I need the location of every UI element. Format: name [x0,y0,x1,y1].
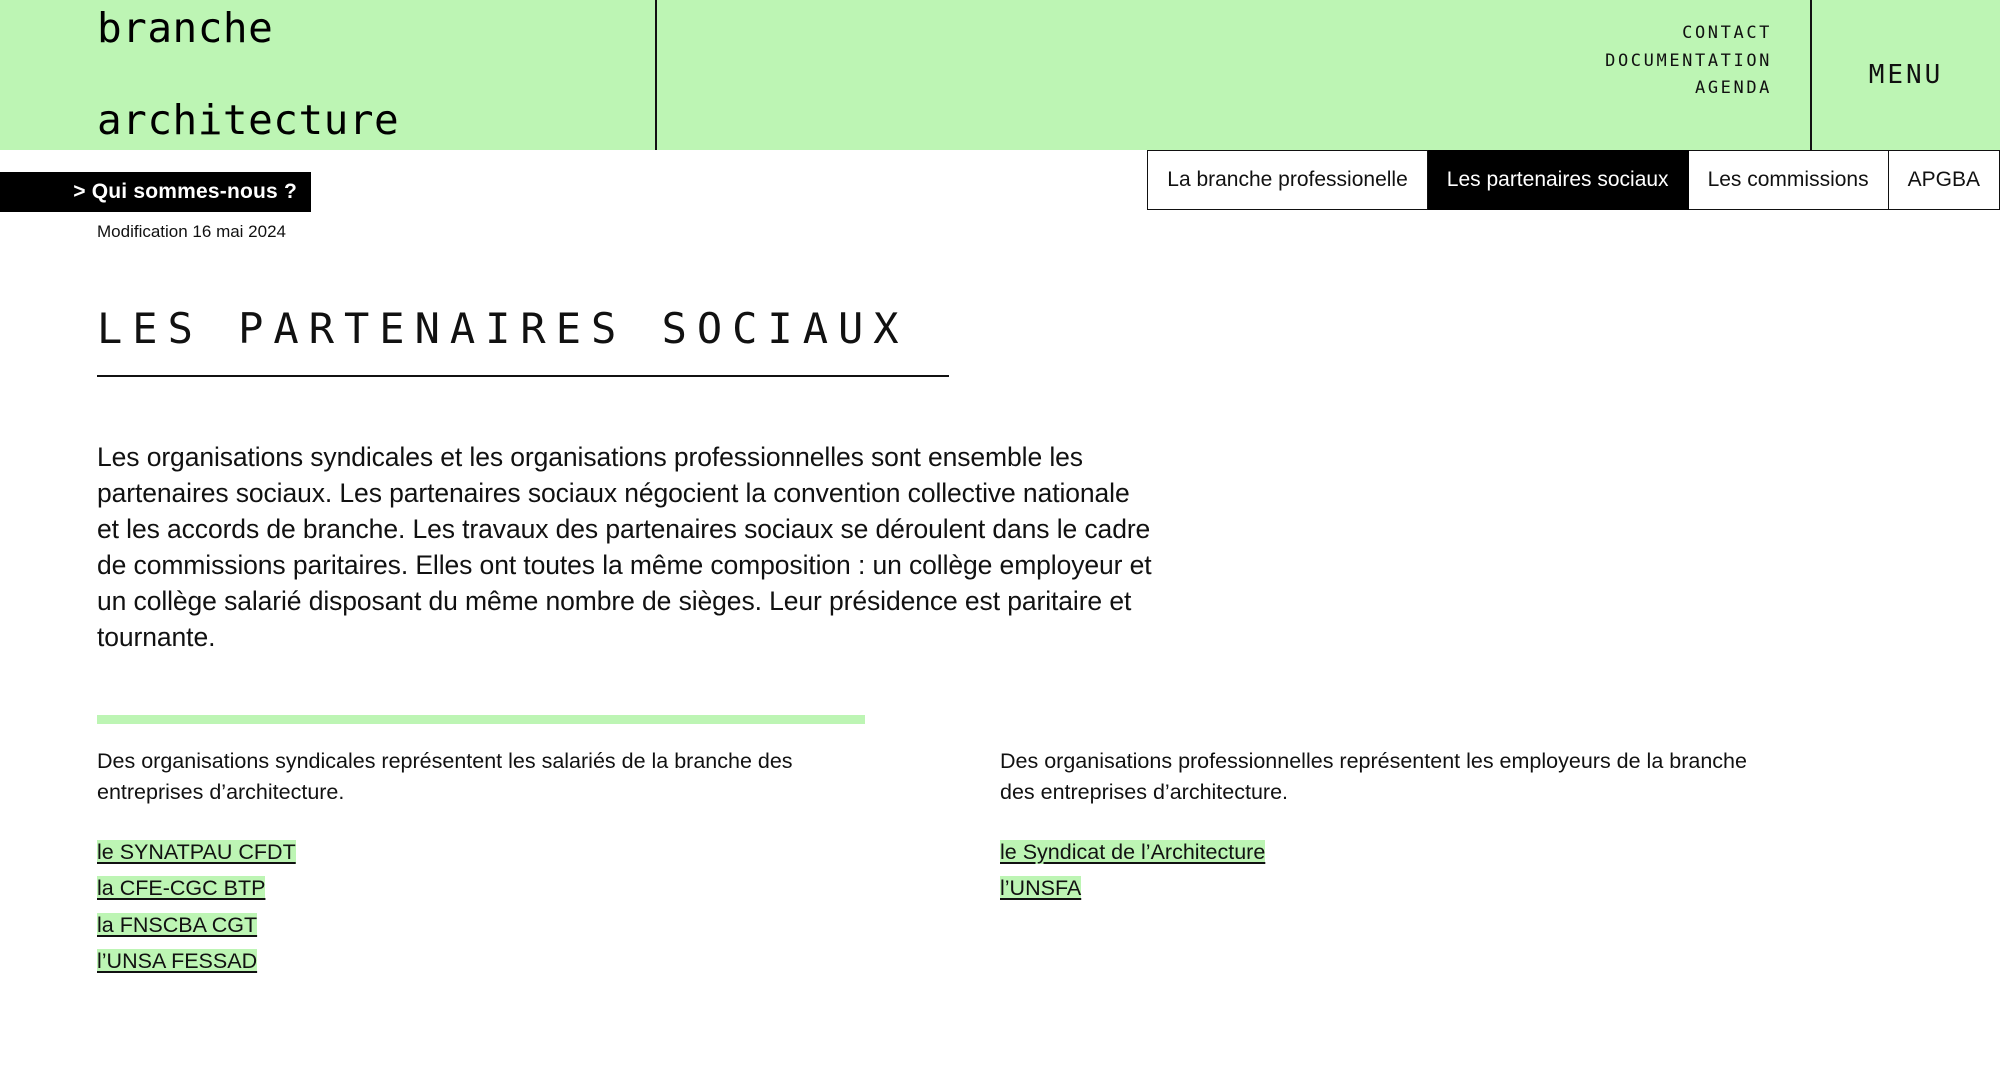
main-content [0,212,2000,982]
header-link-agenda[interactable]: AGENDA [1694,78,1772,99]
logo-line-1: branche [97,4,274,53]
tab-les-partenaires-sociaux[interactable]: Les partenaires sociaux [1428,150,1689,210]
list-item [97,910,865,941]
link-fnscba-cgt[interactable]: la FNSCBA CGT [97,912,258,937]
list-item [1000,873,1768,904]
link-cfe-cgc-btp[interactable]: la CFE-CGC BTP [97,876,266,901]
column-divider-rule [97,715,865,724]
list-item [1000,837,1768,868]
link-list-syndicats [97,837,865,977]
link-unsa-fessad[interactable]: l’UNSA FESSAD [97,948,258,973]
link-list-professionnelles [1000,837,1768,904]
column-intro-syndicats: Des organisations syndicales représentent les salariés de la branche des entreprises d’architecture. [97,749,793,804]
tab-la-branche-professionelle[interactable]: La branche professionelle [1147,150,1428,210]
list-item [97,837,865,868]
link-unsfa[interactable]: l’UNSFA [1000,876,1082,901]
logo-cell [0,0,657,150]
header-link-contact[interactable]: CONTACT [1682,23,1772,43]
tab-apgba[interactable]: APGBA [1889,150,2000,210]
site-header [0,0,2000,150]
list-item [97,873,865,904]
header-links-cell [657,0,1812,150]
tab-les-commissions[interactable]: Les commissions [1689,150,1889,210]
header-link-documentation[interactable]: DOCUMENTATION [1605,50,1772,71]
menu-cell[interactable] [1812,0,2000,150]
modification-date: Modification 16 mai 2024 [97,222,287,241]
breadcrumb[interactable] [0,172,311,212]
page-title: LES PARTENAIRES SOCIAUX [97,304,949,377]
intro-paragraph: Les organisations syndicales et les organisations professionnelles sont ensemble les partenaires sociaux. Les partenaires sociaux négocient la convention collective nationale et les accords de branche. Les travaux des partenaires sociaux se déroulent dans le cadre de commissions paritaires. Elles ont toutes la même composition : un collège employeur et un collège salarié disposant du même nombre de sièges. Leur présidence est paritaire et tournante. [97,442,1152,653]
list-item [97,946,865,977]
breadcrumb-label: > Qui sommes-nous ? [73,180,297,203]
header-utility-nav [1605,24,1810,98]
link-synatpau-cfdt[interactable]: le SYNATPAU CFDT [97,840,296,865]
section-tabs [1147,150,2000,210]
column-organisations-professionnelles [1000,715,1768,982]
logo-line-2: architecture [97,95,400,144]
two-column-section [97,715,1940,982]
subnav-row [0,150,2000,241]
menu-button[interactable]: MENU [1868,60,1944,90]
column-syndicats [97,715,865,982]
link-syndicat-de-l-architecture[interactable]: le Syndicat de l’Architecture [1000,840,1266,865]
column-intro-professionnelles: Des organisations professionnelles représentent les employeurs de la branche des entreprises d’architecture. [1000,749,1747,804]
